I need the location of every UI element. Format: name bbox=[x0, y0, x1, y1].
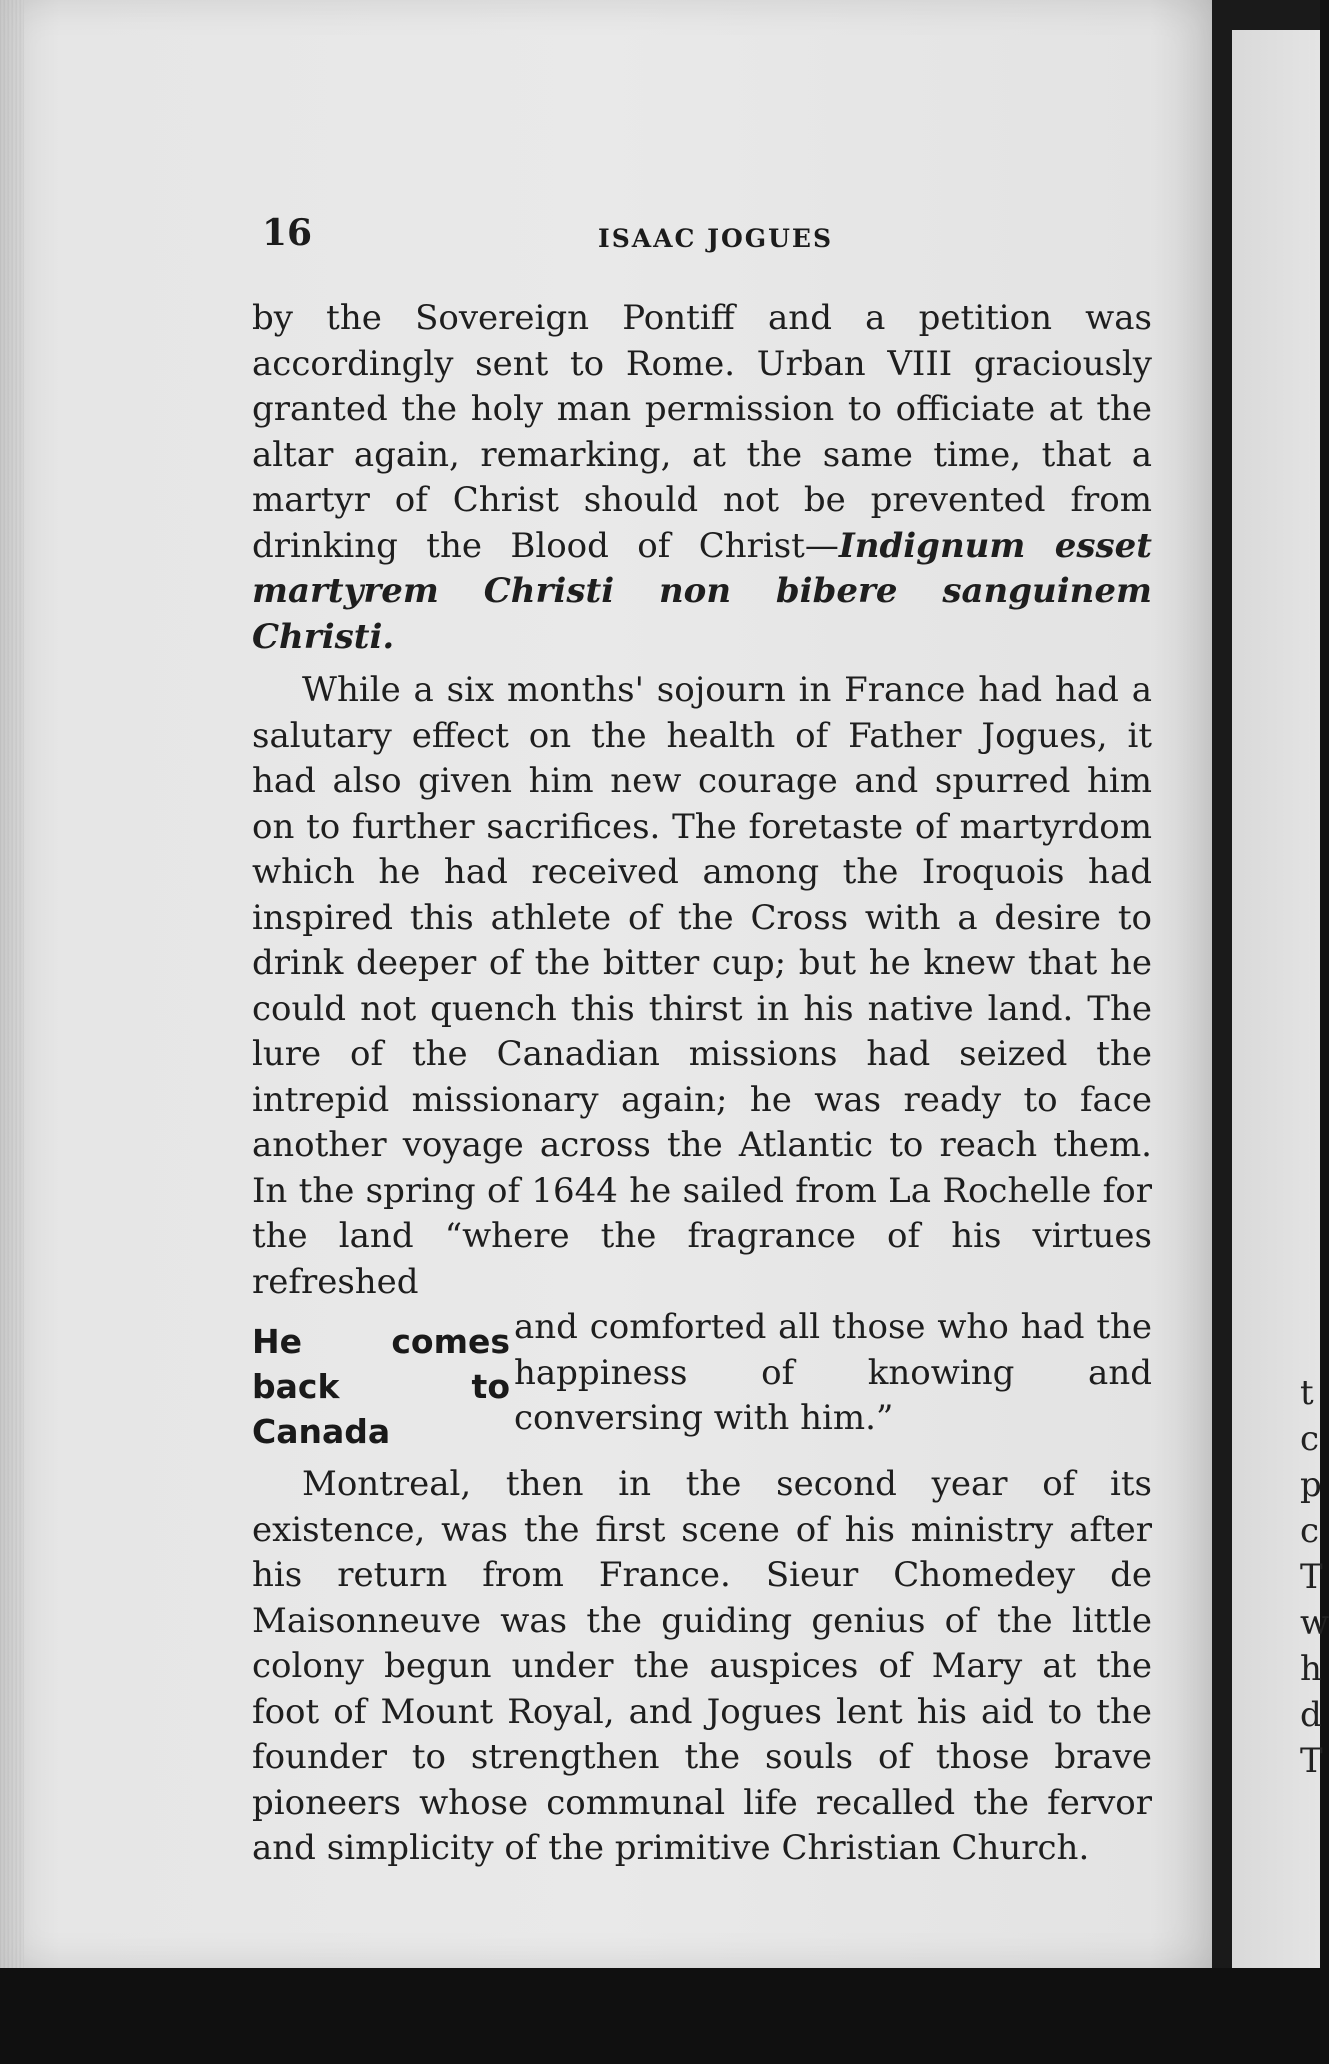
body-text bbox=[252, 296, 1152, 1872]
paragraph: While a six months' sojourn in France had had a salutary effect on the health of Father Jogues, it had also given him new courage and spurred him on to further sacrifices. The foretaste of martyrdom which he had received among the Iroquois had inspired this athlete of the Cross with a desire to drink deeper of the bitter cup; but he knew that he could not quench this thirst in his native land. The lure of the Canadian missions had seized the intrepid missionary again; he was ready to face another voyage across the Atlantic to reach them. In the spring of 1644 he sailed from La Rochelle for the land “where the fragrance of his virtues refreshed bbox=[252, 670, 1152, 1302]
facing-letter: d bbox=[1300, 1695, 1322, 1735]
page-header bbox=[262, 212, 1162, 262]
facing-letter: t bbox=[1300, 1373, 1314, 1413]
facing-letter: p bbox=[1300, 1465, 1322, 1505]
paragraph-continued bbox=[252, 296, 1152, 660]
paragraph-continuation: and comforted all those who had the happiness of knowing and conversing with him.” bbox=[514, 1307, 1152, 1438]
facing-letter: T bbox=[1300, 1741, 1323, 1781]
facing-page-text-fragment bbox=[1300, 1370, 1329, 1784]
running-head: ISAAC JOGUES bbox=[598, 224, 834, 253]
paragraph: Montreal, then in the second year of its existence, was the first scene of his ministry after his return from France. Sieur Chomedey de Maisonneuve was the guiding genius of the little colony begun under the auspices of Mary at the foot of Mount Royal, and Jogues lent his aid to the founder to strengthen the souls of those brave pioneers whose communal life recalled the fervor and simplicity of the primitive Christian Church. bbox=[252, 1464, 1152, 1868]
facing-letter: c bbox=[1300, 1511, 1320, 1551]
scan-border bbox=[0, 1968, 1320, 2064]
paragraph-text: by the Sovereign Pontiff and a petition was accordingly sent to Rome. Urban VIII graciously granted the holy man permission to officiate at the altar again, remarking, at the same time, that a martyr of Christ should not be prevented from drinking the Blood of Christ— bbox=[252, 298, 1152, 566]
page-stack-edge bbox=[0, 0, 24, 1968]
page-number: 16 bbox=[262, 212, 313, 254]
sidenote-row bbox=[252, 1305, 1152, 1454]
latin-quotation: Indignum esset martyrem Christi non bibere sanguinem Christi. bbox=[252, 525, 1153, 657]
margin-sidenote: He comes back to Canada bbox=[252, 1322, 510, 1451]
facing-letter: h bbox=[1300, 1649, 1322, 1689]
facing-letter: T bbox=[1300, 1557, 1323, 1597]
facing-letter: w bbox=[1300, 1603, 1329, 1643]
facing-letter: c bbox=[1300, 1419, 1320, 1459]
